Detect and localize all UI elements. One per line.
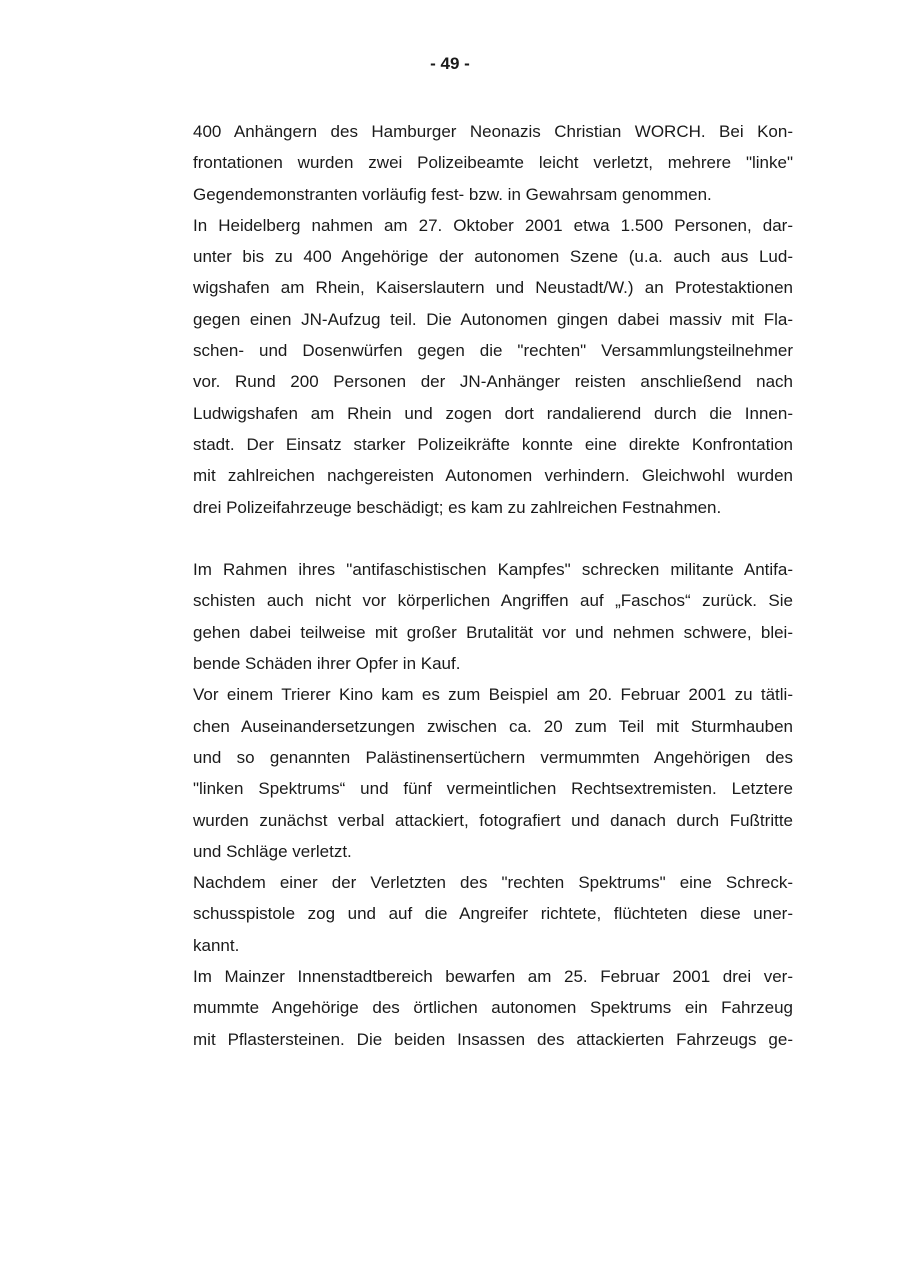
paragraph <box>193 554 793 679</box>
text-line: wurden zunächst verbal attackiert, fotografiert und danach durch Fußtritte <box>193 810 793 830</box>
text-line: stadt. Der Einsatz starker Polizeikräfte konnte eine direkte Konfrontation <box>193 434 793 454</box>
text-line: Nachdem einer der Verletzten des "rechten Spektrums" eine Schreck- <box>193 873 793 893</box>
text-line: und Schläge verletzt. <box>193 841 352 861</box>
text-line: "linken Spektrums“ und fünf vermeintlichen Rechtsextremisten. Letztere <box>193 779 793 799</box>
text-line: frontationen wurden zwei Polizeibeamte leicht verletzt, mehrere "linke" <box>193 153 793 173</box>
text-line: mit zahlreichen nachgereisten Autonomen verhindern. Gleichwohl wurden <box>193 466 793 486</box>
text-line: kannt. <box>193 935 240 955</box>
body-text <box>193 116 793 1055</box>
text-line: und so genannten Palästinensertüchern vermummten Angehörigen des <box>193 747 793 767</box>
text-line: chen Auseinandersetzungen zwischen ca. 20 zum Teil mit Sturmhauben <box>193 716 793 736</box>
paragraph <box>193 679 793 867</box>
paragraph <box>193 961 793 1055</box>
paragraph-gap <box>193 523 793 554</box>
text-line: schisten auch nicht vor körperlichen Angriffen auf „Faschos“ zurück. Sie <box>193 591 793 611</box>
paragraph <box>193 210 793 523</box>
text-line: vor. Rund 200 Personen der JN-Anhänger reisten anschließend nach <box>193 372 793 392</box>
page-number: - 49 - <box>430 54 470 73</box>
text-line: bende Schäden ihrer Opfer in Kauf. <box>193 654 461 674</box>
text-line: 400 Anhängern des Hamburger Neonazis Christian WORCH. Bei Kon- <box>193 122 793 141</box>
text-line: In Heidelberg nahmen am 27. Oktober 2001 etwa 1.500 Personen, dar- <box>193 215 793 235</box>
text-line: Gegendemonstranten vorläufig fest- bzw. in Gewahrsam genommen. <box>193 184 712 204</box>
text-line: wigshafen am Rhein, Kaiserslautern und Neustadt/W.) an Protestaktionen <box>193 278 793 298</box>
text-line: gehen dabei teilweise mit großer Brutalität vor und nehmen schwere, blei- <box>193 622 793 642</box>
text-line: Ludwigshafen am Rhein und zogen dort randalierend durch die Innen- <box>193 403 793 423</box>
text-line: unter bis zu 400 Angehörige der autonomen Szene (u.a. auch aus Lud- <box>193 247 793 267</box>
paragraph <box>193 867 793 961</box>
text-line: Vor einem Trierer Kino kam es zum Beispiel am 20. Februar 2001 zu tätli- <box>193 685 793 705</box>
text-line: gegen einen JN-Aufzug teil. Die Autonomen gingen dabei massiv mit Fla- <box>193 309 793 329</box>
text-line: mummte Angehörige des örtlichen autonomen Spektrums ein Fahrzeug <box>193 998 793 1018</box>
text-line: Im Mainzer Innenstadtbereich bewarfen am 25. Februar 2001 drei ver- <box>193 967 793 987</box>
text-line: mit Pflastersteinen. Die beiden Insassen des attackierten Fahrzeugs ge- <box>193 1029 793 1049</box>
text-line: schen- und Dosenwürfen gegen die "rechten" Versammlungsteilnehmer <box>193 341 793 361</box>
paragraph <box>193 116 793 210</box>
text-line: drei Polizeifahrzeuge beschädigt; es kam zu zahlreichen Festnahmen. <box>193 497 722 517</box>
text-line: schusspistole zog und auf die Angreifer richtete, flüchteten diese uner- <box>193 904 793 924</box>
text-line: Im Rahmen ihres "antifaschistischen Kampfes" schrecken militante Antifa- <box>193 560 793 580</box>
